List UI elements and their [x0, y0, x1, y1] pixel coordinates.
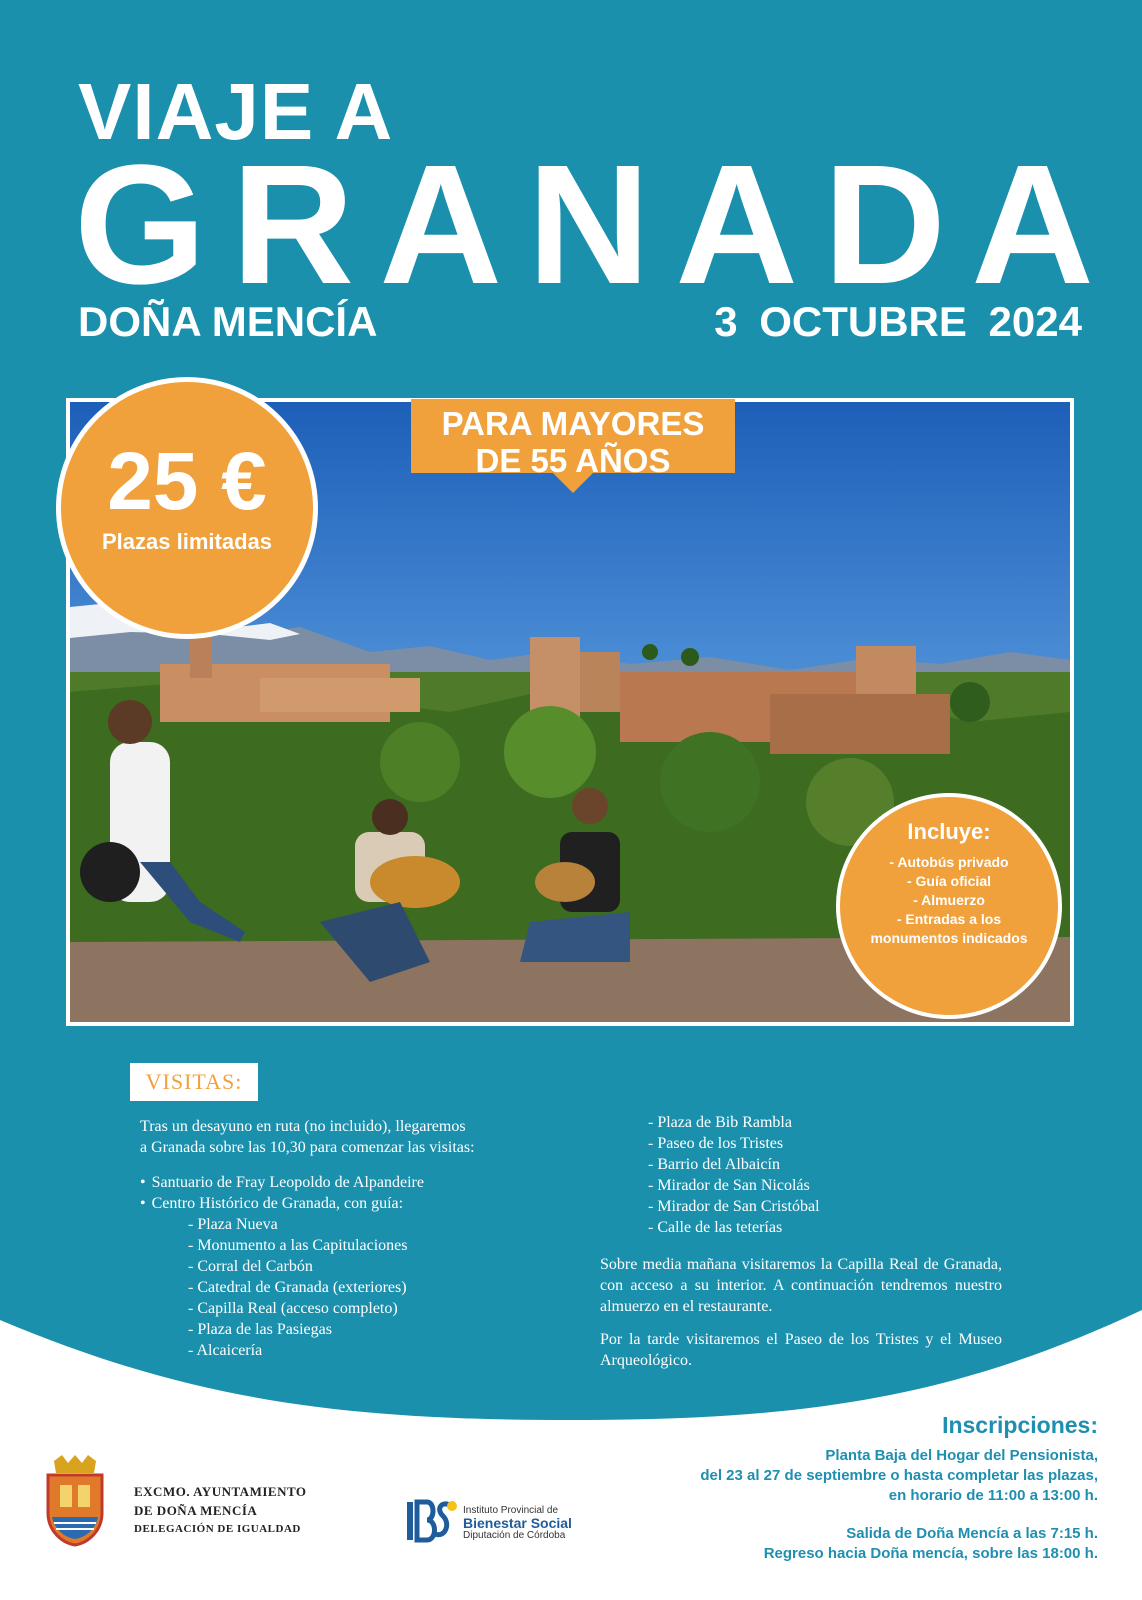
itinerary-list	[140, 1172, 520, 1361]
itinerary-column-1	[140, 1116, 520, 1361]
title-letter: R	[231, 130, 355, 320]
town-hall-label	[134, 1482, 307, 1539]
itinerary-list-continued	[600, 1112, 1002, 1238]
itinerary-sub-item: - Barrio del Albaicín	[648, 1156, 780, 1173]
intro-line-2: a Granada sobre las 10,30 para comenzar las visitas:	[140, 1139, 475, 1156]
price-note: Plazas limitadas	[102, 529, 272, 554]
includes-item: - Entradas a los	[896, 911, 1002, 927]
title-letter: G	[74, 130, 207, 320]
registration-line: en horario de 11:00 a 13:00 h.	[888, 1487, 1098, 1504]
itinerary-sub-item: - Plaza de Bib Rambla	[648, 1114, 792, 1131]
itinerary-sub-item: - Mirador de San Nicolás	[648, 1177, 810, 1194]
itinerary-sub-item: - Mirador de San Cristóbal	[648, 1198, 820, 1215]
itinerary-sub-item: - Corral del Carbón	[188, 1258, 313, 1275]
itinerary-column-2	[600, 1112, 1002, 1383]
itinerary-bullet: • Santuario de Fray Leopoldo de Alpandeire	[140, 1172, 520, 1193]
itinerary-sub-item: - Paseo de los Tristes	[648, 1135, 784, 1152]
town-hall-line-1: EXCMO. AYUNTAMIENTO	[134, 1484, 307, 1499]
age-requirement-banner	[411, 399, 735, 499]
includes-title: Incluye:	[907, 819, 991, 844]
ibs-line-1: Instituto Provincial de	[463, 1505, 559, 1516]
title-letter: A	[379, 130, 503, 320]
town-hall-line-2: DE DOÑA MENCÍA	[134, 1503, 258, 1518]
itinerary-sub-item: - Plaza Nueva	[188, 1216, 278, 1233]
itinerary-sub-item: - Capilla Real (acceso completo)	[188, 1300, 398, 1317]
age-line-2: DE 55 AÑOS	[475, 442, 671, 479]
age-requirement-text	[411, 405, 735, 479]
includes-list	[840, 853, 1058, 948]
ibs-logo-icon	[405, 1498, 457, 1544]
title-granada	[74, 130, 1094, 320]
ibs-line-3: Diputación de Córdoba	[463, 1530, 566, 1541]
itinerary-paragraph-1: Sobre media mañana visitaremos la Capilla Real de Granada, con acceso a su interior. A continuación tendremos nuestro almuerzo en el restaurante.	[600, 1256, 1002, 1315]
includes-item: - Autobús privado	[889, 854, 1009, 870]
includes-item: - Almuerzo	[913, 892, 985, 908]
itinerary-bullet: • Centro Histórico de Granada, con guía:	[140, 1193, 520, 1214]
title-letter: A	[971, 130, 1094, 320]
includes-item: monumentos indicados	[870, 930, 1028, 946]
itinerary-paragraph-2: Por la tarde visitaremos el Paseo de los Tristes y el Museo Arqueológico.	[600, 1331, 1002, 1369]
itinerary-sub-item: - Catedral de Granada (exteriores)	[188, 1279, 407, 1296]
town-hall-line-3: DELEGACIÓN DE IGUALDAD	[134, 1523, 301, 1535]
return-line: Regreso hacia Doña mencía, sobre las 18:00 h.	[763, 1545, 1098, 1562]
itinerary-sub-item: - Monumento a las Capitulaciones	[188, 1237, 408, 1254]
title-viaje-a: VIAJE A	[78, 67, 394, 156]
title-letter: A	[675, 130, 799, 320]
includes-badge	[836, 793, 1062, 1019]
price-amount: 25 €	[107, 436, 267, 527]
itinerary-intro	[140, 1116, 520, 1158]
visitas-heading: VISITAS:	[130, 1063, 258, 1101]
title-letter: N	[527, 130, 651, 320]
title-letter: D	[823, 130, 946, 320]
intro-line-1: Tras un desayuno en ruta (no incluido), llegaremos	[140, 1118, 466, 1135]
registration-line: del 23 al 27 de septiembre o hasta completar las plazas,	[700, 1467, 1098, 1484]
itinerary-sub-item: - Calle de las teterías	[648, 1219, 783, 1236]
departure-line: Salida de Doña Mencía a las 7:15 h.	[846, 1525, 1098, 1542]
price-badge	[56, 377, 318, 639]
town-crest-icon	[44, 1455, 106, 1547]
ibs-label	[463, 1505, 572, 1541]
registration-line: Planta Baja del Hogar del Pensionista,	[825, 1447, 1098, 1464]
registration-title: Inscripciones:	[942, 1412, 1098, 1438]
trip-date: 3 OCTUBRE 2024	[714, 298, 1082, 345]
includes-item: - Guía oficial	[906, 873, 991, 889]
ibs-line-2: Bienestar Social	[463, 1515, 572, 1531]
itinerary-sub-item: - Alcaicería	[188, 1342, 263, 1359]
registration-info	[700, 1410, 1098, 1564]
itinerary-sub-item: - Plaza de las Pasiegas	[188, 1321, 332, 1338]
town-name: DOÑA MENCÍA	[78, 298, 378, 345]
age-line-1: PARA MAYORES	[441, 405, 705, 442]
